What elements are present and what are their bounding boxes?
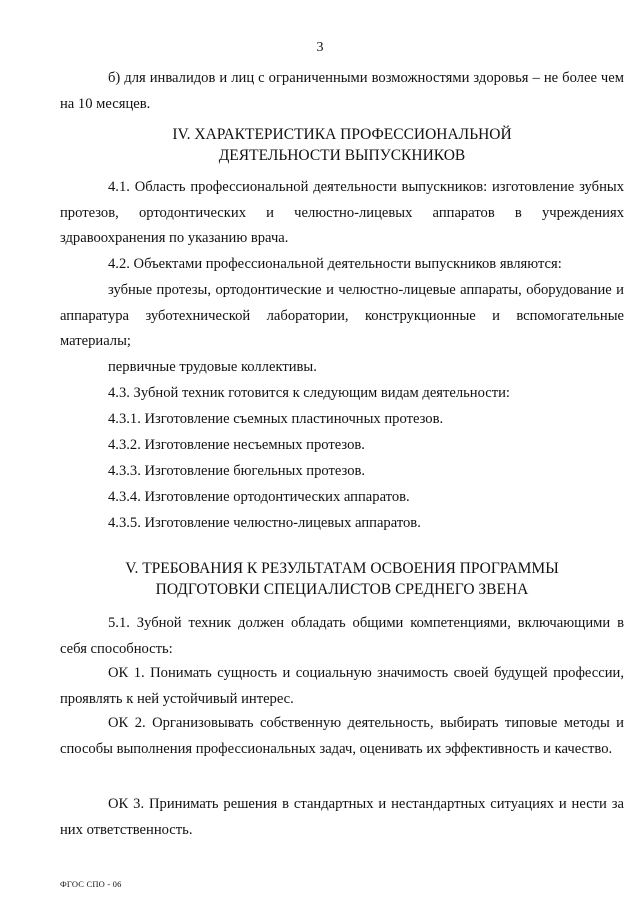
list-item-4-3-4: 4.3.4. Изготовление ортодонтических аппаратов. [108, 489, 410, 505]
section-5-heading-line1: V. ТРЕБОВАНИЯ К РЕЗУЛЬТАТАМ ОСВОЕНИЯ ПРОГРАММЫ [125, 560, 559, 577]
section-5-heading-line2: ПОДГОТОВКИ СПЕЦИАЛИСТОВ СРЕДНЕГО ЗВЕНА [155, 581, 529, 598]
list-item-4-3-2: 4.3.2. Изготовление несъемных протезов. [108, 437, 365, 453]
paragraph-ok-1: ОК 1. Понимать сущность и социальную значимость своей будущей профессии, проявлять к ней устойчивый интерес. [60, 665, 624, 707]
paragraph-ok-3: ОК 3. Принимать решения в стандартных и нестандартных ситуациях и нести за них ответственность. [60, 796, 624, 838]
paragraph-4-2-objects: зубные протезы, ортодонтические и челюстно-лицевые аппараты, оборудование и аппаратура зуботехнической лаборатории, конструкционные и вспомогательные материалы; [60, 282, 624, 349]
section-5-heading [60, 558, 624, 600]
page-number: 3 [316, 40, 324, 55]
list-item-4-3-5: 4.3.5. Изготовление челюстно-лицевых аппаратов. [108, 515, 421, 531]
footer-code: ФГОС СПО - 06 [60, 879, 122, 889]
section-4-heading [60, 124, 624, 166]
paragraph-intro: б) для инвалидов и лиц с ограниченными возможностями здоровья – не более чем на 10 месяцев. [60, 70, 624, 112]
paragraph-4-3: 4.3. Зубной техник готовится к следующим видам деятельности: [108, 385, 510, 401]
paragraph-4-2-collectives: первичные трудовые коллективы. [108, 359, 317, 375]
section-4-heading-line2: ДЕЯТЕЛЬНОСТИ ВЫПУСКНИКОВ [218, 147, 466, 164]
list-item-4-3-1: 4.3.1. Изготовление съемных пластиночных протезов. [108, 411, 444, 427]
section-4-heading-line1: IV. ХАРАКТЕРИСТИКА ПРОФЕССИОНАЛЬНОЙ [172, 126, 512, 143]
list-item-4-3-3: 4.3.3. Изготовление бюгельных протезов. [108, 463, 366, 479]
paragraph-5-1: 5.1. Зубной техник должен обладать общими компетенциями, включающими в себя способность: [60, 615, 624, 657]
paragraph-4-1: 4.1. Область профессиональной деятельности выпускников: изготовление зубных протезов, ортодонтических и челюстно-лицевых аппаратов в учреждениях здравоохранения по указанию врача. [60, 179, 624, 246]
paragraph-ok-2: ОК 2. Организовывать собственную деятельность, выбирать типовые методы и способы выполнения профессиональных задач, оценивать их эффективность и качество. [60, 715, 624, 757]
paragraph-4-2: 4.2. Объектами профессиональной деятельности выпускников являются: [108, 256, 562, 272]
